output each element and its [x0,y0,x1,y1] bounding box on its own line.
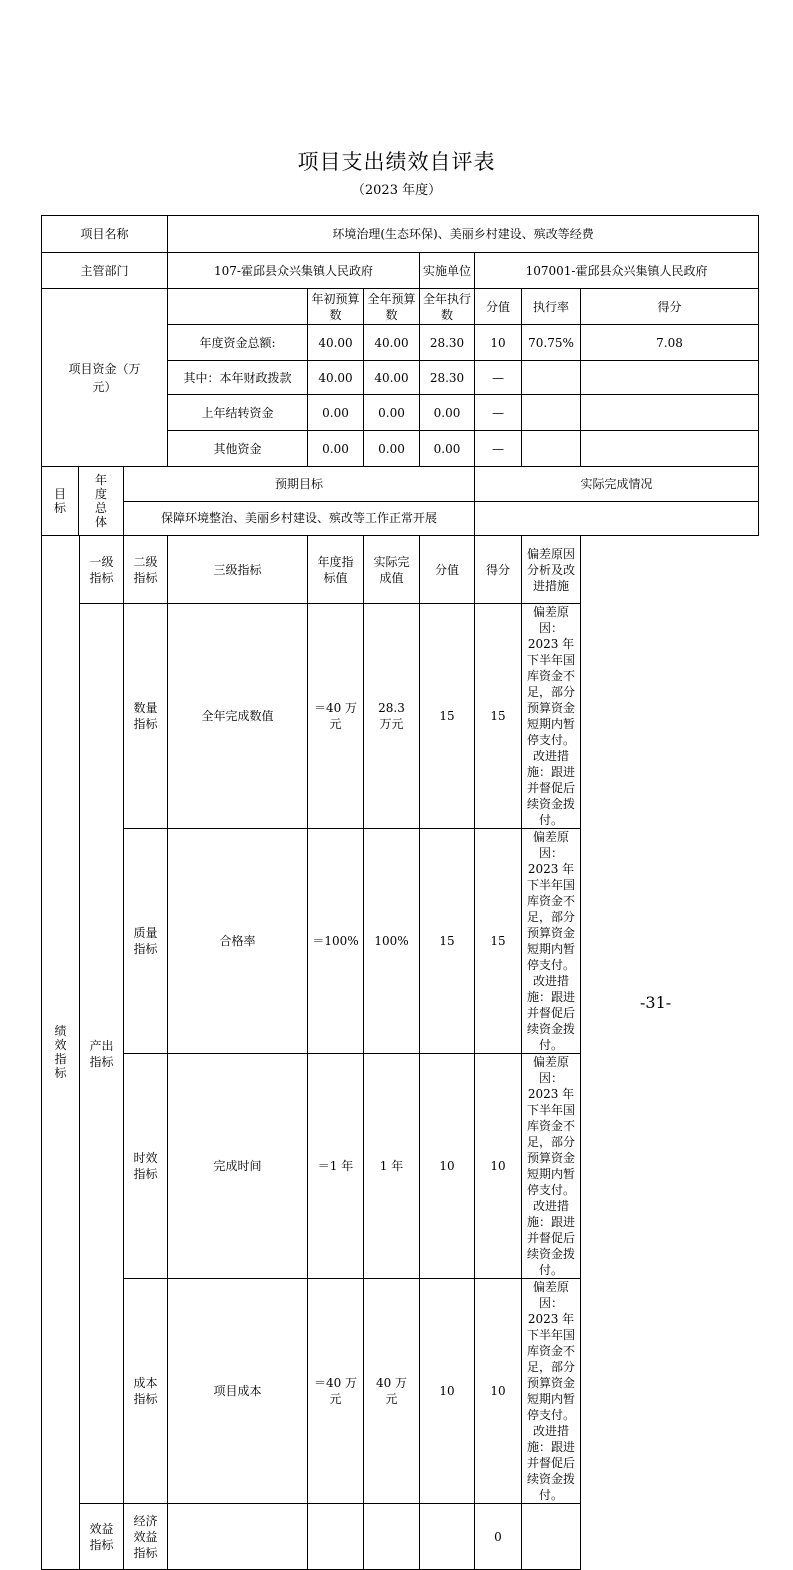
department-row [42,253,759,289]
goals-label-a: 年度总体 [94,472,107,529]
perf-header-level3: 三级指标 [168,536,308,604]
funds-label [42,289,168,467]
perf-actual [364,1504,420,1570]
perf-row-cost [42,1279,759,1504]
perf-actual: 100% [364,829,420,1054]
funds-cell-annual: 0.00 [364,395,420,431]
funds-header-executed: 全年执行数 [420,289,475,325]
page-number: -31- [640,993,672,1012]
goals-label-a-cell [79,467,124,535]
goals-label-layout [42,467,123,535]
perf-label [42,536,80,1570]
funds-row-label: 上年结转资金 [168,395,308,431]
perf-row-quality [42,829,759,1054]
perf-level1-output: 产出指标 [80,604,124,1504]
perf-score-value: 15 [420,829,475,1054]
funds-cell-initial: 40.00 [308,325,364,361]
funds-cell-annual: 40.00 [364,361,420,395]
perf-label-text: 绩效指标 [54,1024,67,1080]
perf-score-value: 10 [420,1279,475,1504]
perf-target: ＝100% [308,829,364,1054]
perf-score: 15 [475,604,522,829]
perf-header-actual: 实际完成值 [364,536,420,604]
perf-header-deviation: 偏差原因分析及改进措施 [522,536,581,604]
perf-header-target: 年度指标值 [308,536,364,604]
funds-cell-score-value: 10 [475,325,522,361]
goals-expected-header: 预期目标 [124,467,475,502]
perf-level2: 质量指标 [124,829,168,1054]
funds-header-score-value: 分值 [475,289,522,325]
funds-cell-executed: 0.00 [420,395,475,431]
perf-level2: 经济效益指标 [124,1504,168,1570]
page-title: 项目支出绩效自评表 [297,150,496,174]
perf-level2: 成本指标 [124,1279,168,1504]
funds-row-label: 年度资金总额: [168,325,308,361]
project-name-value: 环境治理(生态环保)、美丽乡村建设、殡改等经费 [168,216,759,253]
funds-header-row [42,289,759,325]
perf-deviation-note: 偏差原因：2023 年下半年国库资金不足，部分预算资金短期内暂停支付。改进措施：跟进并督促后续资金拨付。 [522,829,581,1054]
perf-deviation-note [522,1504,581,1570]
funds-cell-rate [522,361,581,395]
perf-level3: 合格率 [168,829,308,1054]
project-name-label: 项目名称 [42,216,168,253]
funds-label-text: 项目资金（万元） [68,361,141,394]
goals-label [42,467,124,536]
impl-unit-value: 107001-霍邱县众兴集镇人民政府 [475,253,759,289]
funds-cell-score-value: — [475,431,522,467]
funds-row-label: 其中：本年财政拨款 [168,361,308,395]
perf-header-score-value: 分值 [420,536,475,604]
funds-cell-score-value: — [475,361,522,395]
funds-header-blank [168,289,308,325]
funds-cell-annual: 40.00 [364,325,420,361]
funds-cell-rate [522,395,581,431]
goals-actual-value [475,501,759,536]
funds-cell-executed: 0.00 [420,431,475,467]
impl-unit-label: 实施单位 [420,253,475,289]
funds-cell-initial: 40.00 [308,361,364,395]
funds-header-score: 得分 [581,289,759,325]
perf-level3: 项目成本 [168,1279,308,1504]
perf-deviation-note: 偏差原因：2023 年下半年国库资金不足，部分预算资金短期内暂停支付。改进措施：跟进并督促后续资金拨付。 [522,604,581,829]
funds-cell-executed: 28.30 [420,361,475,395]
perf-score: 10 [475,1054,522,1279]
goals-actual-header: 实际完成情况 [475,467,759,502]
perf-target [308,1504,364,1570]
goals-label-b: 目标 [53,486,66,515]
goals-label-b-cell [42,467,79,535]
perf-score-value: 15 [420,604,475,829]
perf-header-score: 得分 [475,536,522,604]
dept-value: 107-霍邱县众兴集镇人民政府 [168,253,420,289]
perf-level2: 数量指标 [124,604,168,829]
funds-cell-score [581,361,759,395]
goals-value-row [42,501,759,536]
perf-target: ＝40 万元 [308,1279,364,1504]
perf-target: ＝1 年 [308,1054,364,1279]
perf-level3: 完成时间 [168,1054,308,1279]
performance-evaluation-table [41,215,759,1570]
funds-cell-score [581,431,759,467]
perf-target: ＝40 万元 [308,604,364,829]
perf-score-value [420,1504,475,1570]
perf-actual: 28.3万元 [364,604,420,829]
goals-header-row [42,467,759,502]
funds-cell-rate [522,431,581,467]
page-subtitle: （2023 年度） [351,183,442,198]
funds-header-rate: 执行率 [522,289,581,325]
perf-actual: 1 年 [364,1054,420,1279]
perf-score-value: 10 [420,1054,475,1279]
perf-score: 15 [475,829,522,1054]
funds-cell-rate: 70.75% [522,325,581,361]
funds-row-label: 其他资金 [168,431,308,467]
funds-cell-score-value: — [475,395,522,431]
perf-deviation-note: 偏差原因：2023 年下半年国库资金不足，部分预算资金短期内暂停支付。改进措施：跟进并督促后续资金拨付。 [522,1054,581,1279]
perf-level3 [168,1504,308,1570]
perf-deviation-note: 偏差原因：2023 年下半年国库资金不足，部分预算资金短期内暂停支付。改进措施：跟进并督促后续资金拨付。 [522,1279,581,1504]
perf-row-timeliness [42,1054,759,1279]
project-name-row [42,216,759,253]
perf-score: 10 [475,1279,522,1504]
funds-cell-annual: 0.00 [364,431,420,467]
perf-row-quantity [42,604,759,829]
perf-header-level2: 二级指标 [124,536,168,604]
funds-header-initial: 年初预算数 [308,289,364,325]
perf-score: 0 [475,1504,522,1570]
funds-cell-initial: 0.00 [308,431,364,467]
funds-cell-score: 7.08 [581,325,759,361]
perf-level1-benefit: 效益指标 [80,1504,124,1570]
perf-actual: 40 万元 [364,1279,420,1504]
funds-header-annual: 全年预算数 [364,289,420,325]
funds-cell-initial: 0.00 [308,395,364,431]
perf-header-level1: 一级指标 [80,536,124,604]
perf-level3: 全年完成数值 [168,604,308,829]
perf-header-row [42,536,759,604]
perf-level2: 时效指标 [124,1054,168,1279]
funds-cell-executed: 28.30 [420,325,475,361]
goals-expected-value: 保障环境整治、美丽乡村建设、殡改等工作正常开展 [124,501,475,536]
perf-row-economic [42,1504,759,1570]
funds-cell-score [581,395,759,431]
dept-label: 主管部门 [42,253,168,289]
